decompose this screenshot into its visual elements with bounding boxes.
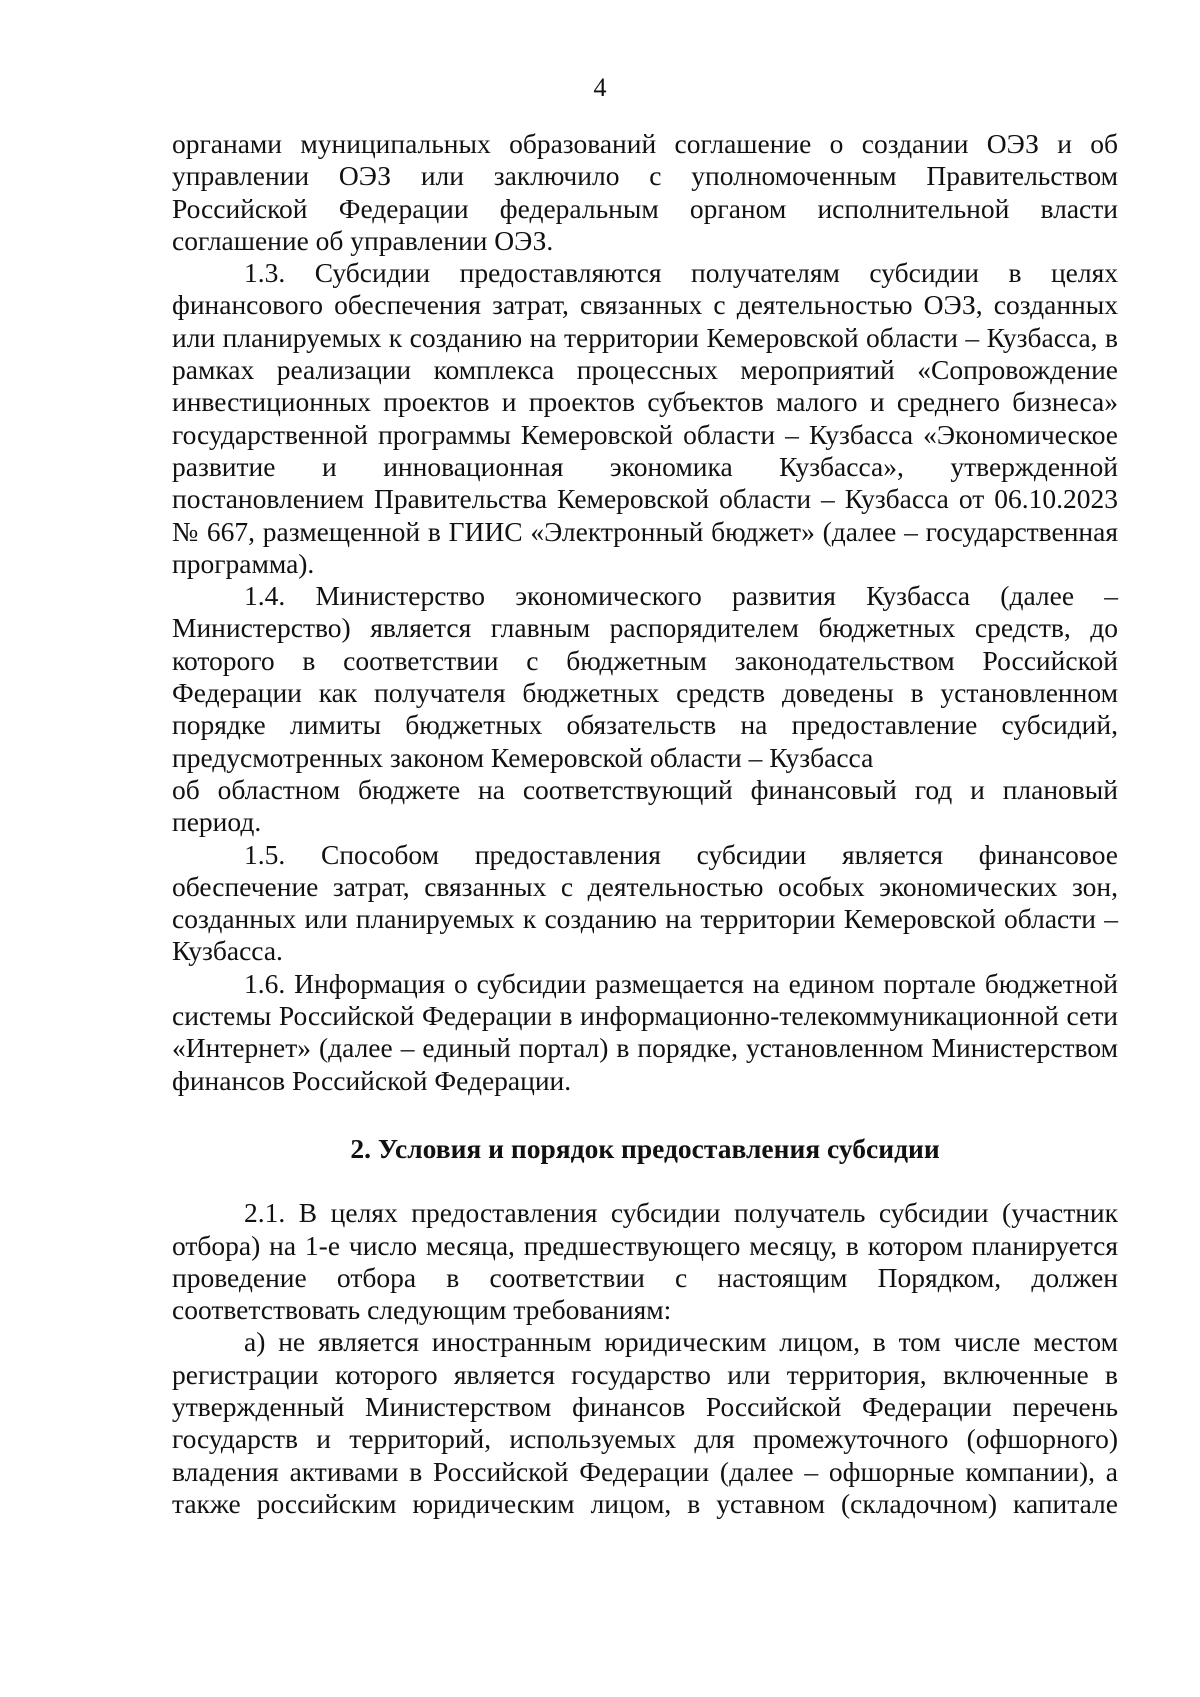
paragraph-2-1-requirements: 2.1. В целях предоставления субсидии получатель субсидии (участник отбора) на 1-е число месяца, предшествующего месяцу, в котором планируется проведение отбора в соответствии с настоящим Порядком, должен соответствовать следующим требованиям: bbox=[172, 1197, 1118, 1326]
paragraph-1-6-information: 1.6. Информация о субсидии размещается на едином портале бюджетной системы Российской Федерации в информационно-телекоммуникационной сети «Интернет» (далее – единый портал) в порядке, установленном Министерством финансов Российской Федерации. bbox=[172, 967, 1118, 1096]
section-heading-2: 2. Условия и порядок предоставления субсидии bbox=[350, 1132, 940, 1164]
paragraph-2-1-a-foreign-entity: а) не является иностранным юридическим лицом, в том числе местом регистрации которого является государство или территория, включенные в утвержденный Министерством финансов Российской Федерации перечень государств и территорий, используемых для промежуточного (офшорного) владения активами в Российской Федерации (далее – офшорные компании), а также российским юридическим лицом, в уставном (складочном) капитале bbox=[172, 1326, 1118, 1519]
paragraph-1-4-continuation: об областном бюджете на соответствующий финансовый год и плановый период. bbox=[172, 773, 1118, 838]
page-number: 4 bbox=[593, 73, 607, 102]
paragraph-1-4-ministry: 1.4. Министерство экономического развития Кузбасса (далее – Министерство) является главным распорядителем бюджетных средств, до которого в соответствии с бюджетным законодательством Российской Федерации как получателя бюджетных средств доведены в установленном порядке лимиты бюджетных обязательств на предоставление субсидий, предусмотренных законом Кемеровской области – Кузбасса bbox=[172, 580, 1118, 773]
document-body bbox=[172, 128, 1118, 1520]
paragraph-continuation-oez-agreement: органами муниципальных образований соглашение о создании ОЭЗ и об управлении ОЭЗ или заключило с уполномоченным Правительством Российской Федерации федеральным органом исполнительной власти соглашение об управлении ОЭЗ. bbox=[172, 128, 1118, 256]
paragraph-1-3-subsidy-purpose: 1.3. Субсидии предоставляются получателям субсидии в целях финансового обеспечения затрат, связанных с деятельностью ОЭЗ, созданных или планируемых к созданию на территории Кемеровской области – Кузбасса, в рамках реализации комплекса процессных мероприятий «Сопровождение инвестиционных проектов и проектов субъектов малого и среднего бизнеса» государственной программы Кемеровской области – Кузбасса «Экономическое развитие и инновационная экономика Кузбасса», утвержденной постановлением Правительства Кемеровской области – Кузбасса от 06.10.2023 № 667, размещенной в ГИИС «Электронный бюджет» (далее – государственная программа). bbox=[172, 257, 1118, 579]
paragraph-1-5-method: 1.5. Способом предоставления субсидии является финансовое обеспечение затрат, связанных с деятельностью особых экономических зон, созданных или планируемых к созданию на территории Кемеровской области – Кузбасса. bbox=[172, 838, 1118, 967]
